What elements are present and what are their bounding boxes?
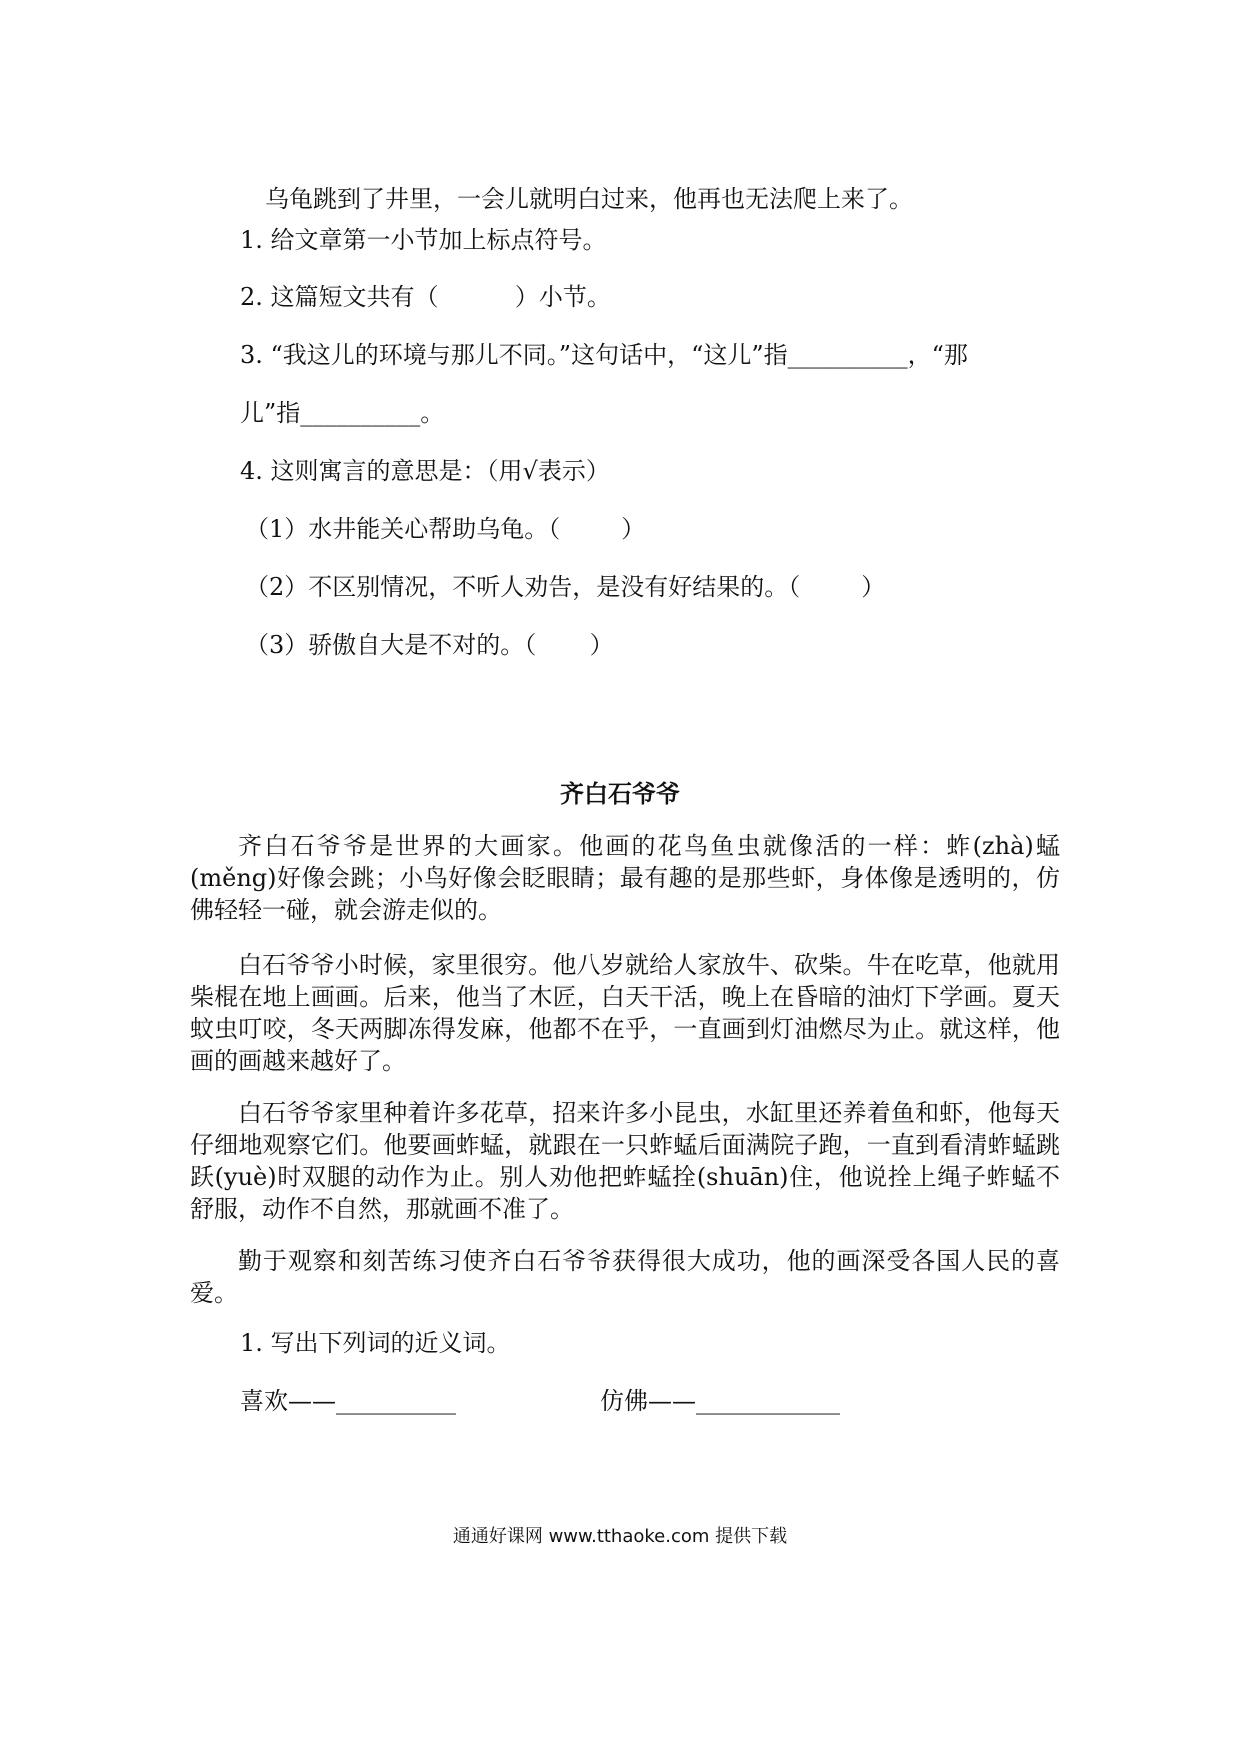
question-2: 2. 这篇短文共有（ ）小节。 [240,283,611,311]
closing-sentence: 乌龟跳到了井里，一会儿就明白过来，他再也无法爬上来了。 [265,185,913,213]
story-paragraph-3: 白石爷爷家里种着许多花草，招来许多小昆虫，水缸里还养着鱼和虾，他每天仔细地观察它们。他要画蚱蜢，就跟在一只蚱蜢后面满院子跑，一直到看清蚱蜢跳跃(yuè)时双腿的动作为止。别人劝他把蚱蜢拴(shuān)住，他说拴上绳子蚱蜢不舒服，动作不自然，那就画不准了。 [190,1099,1060,1223]
question-4-option-2: （2）不区别情况，不听人劝告，是没有好结果的。（ ） [245,573,886,601]
question-1: 1. 给文章第一小节加上标点符号。 [240,226,607,254]
question-3-line-2: 儿”指__________。 [240,399,445,427]
synonym-right: 仿佛——____________ [600,1387,840,1415]
question-3-line-1: 3. “我这儿的环境与那儿不同。”这句话中，“这儿”指__________，“那 [240,341,968,369]
story-paragraph-2: 白石爷爷小时候，家里很穷。他八岁就给人家放牛、砍柴。牛在吃草，他就用柴棍在地上画画。后来，他当了木匠，白天干活，晚上在昏暗的油灯下学画。夏天蚊虫叮咬，冬天两脚冻得发麻，他都不在乎，一直画到灯油燃尽为止。就这样，他画的画越来越好了。 [190,951,1060,1075]
story-title: 齐白石爷爷 [560,779,680,808]
footer-text: 通通好课网 www.tthaoke.com 提供下载 [452,1526,788,1547]
story-paragraph-4: 勤于观察和刻苦练习使齐白石爷爷获得很大成功，他的画深受各国人民的喜爱。 [190,1247,1060,1307]
question-4: 4. 这则寓言的意思是：（用√表示） [240,457,610,485]
synonym-left: 喜欢——__________ [240,1387,456,1415]
question-4-option-1: （1）水井能关心帮助乌龟。（ ） [245,515,646,543]
story-paragraph-1: 齐白石爷爷是世界的大画家。他画的花鸟鱼虫就像活的一样：蚱(zhà)蜢(měng)好像会跳；小鸟好像会眨眼睛；最有趣的是那些虾，身体像是透明的，仿佛轻轻一碰，就会游走似的。 [190,832,1060,924]
story-question-1: 1. 写出下列词的近义词。 [240,1329,511,1357]
question-4-option-3: （3）骄傲自大是不对的。（ ） [245,631,614,659]
